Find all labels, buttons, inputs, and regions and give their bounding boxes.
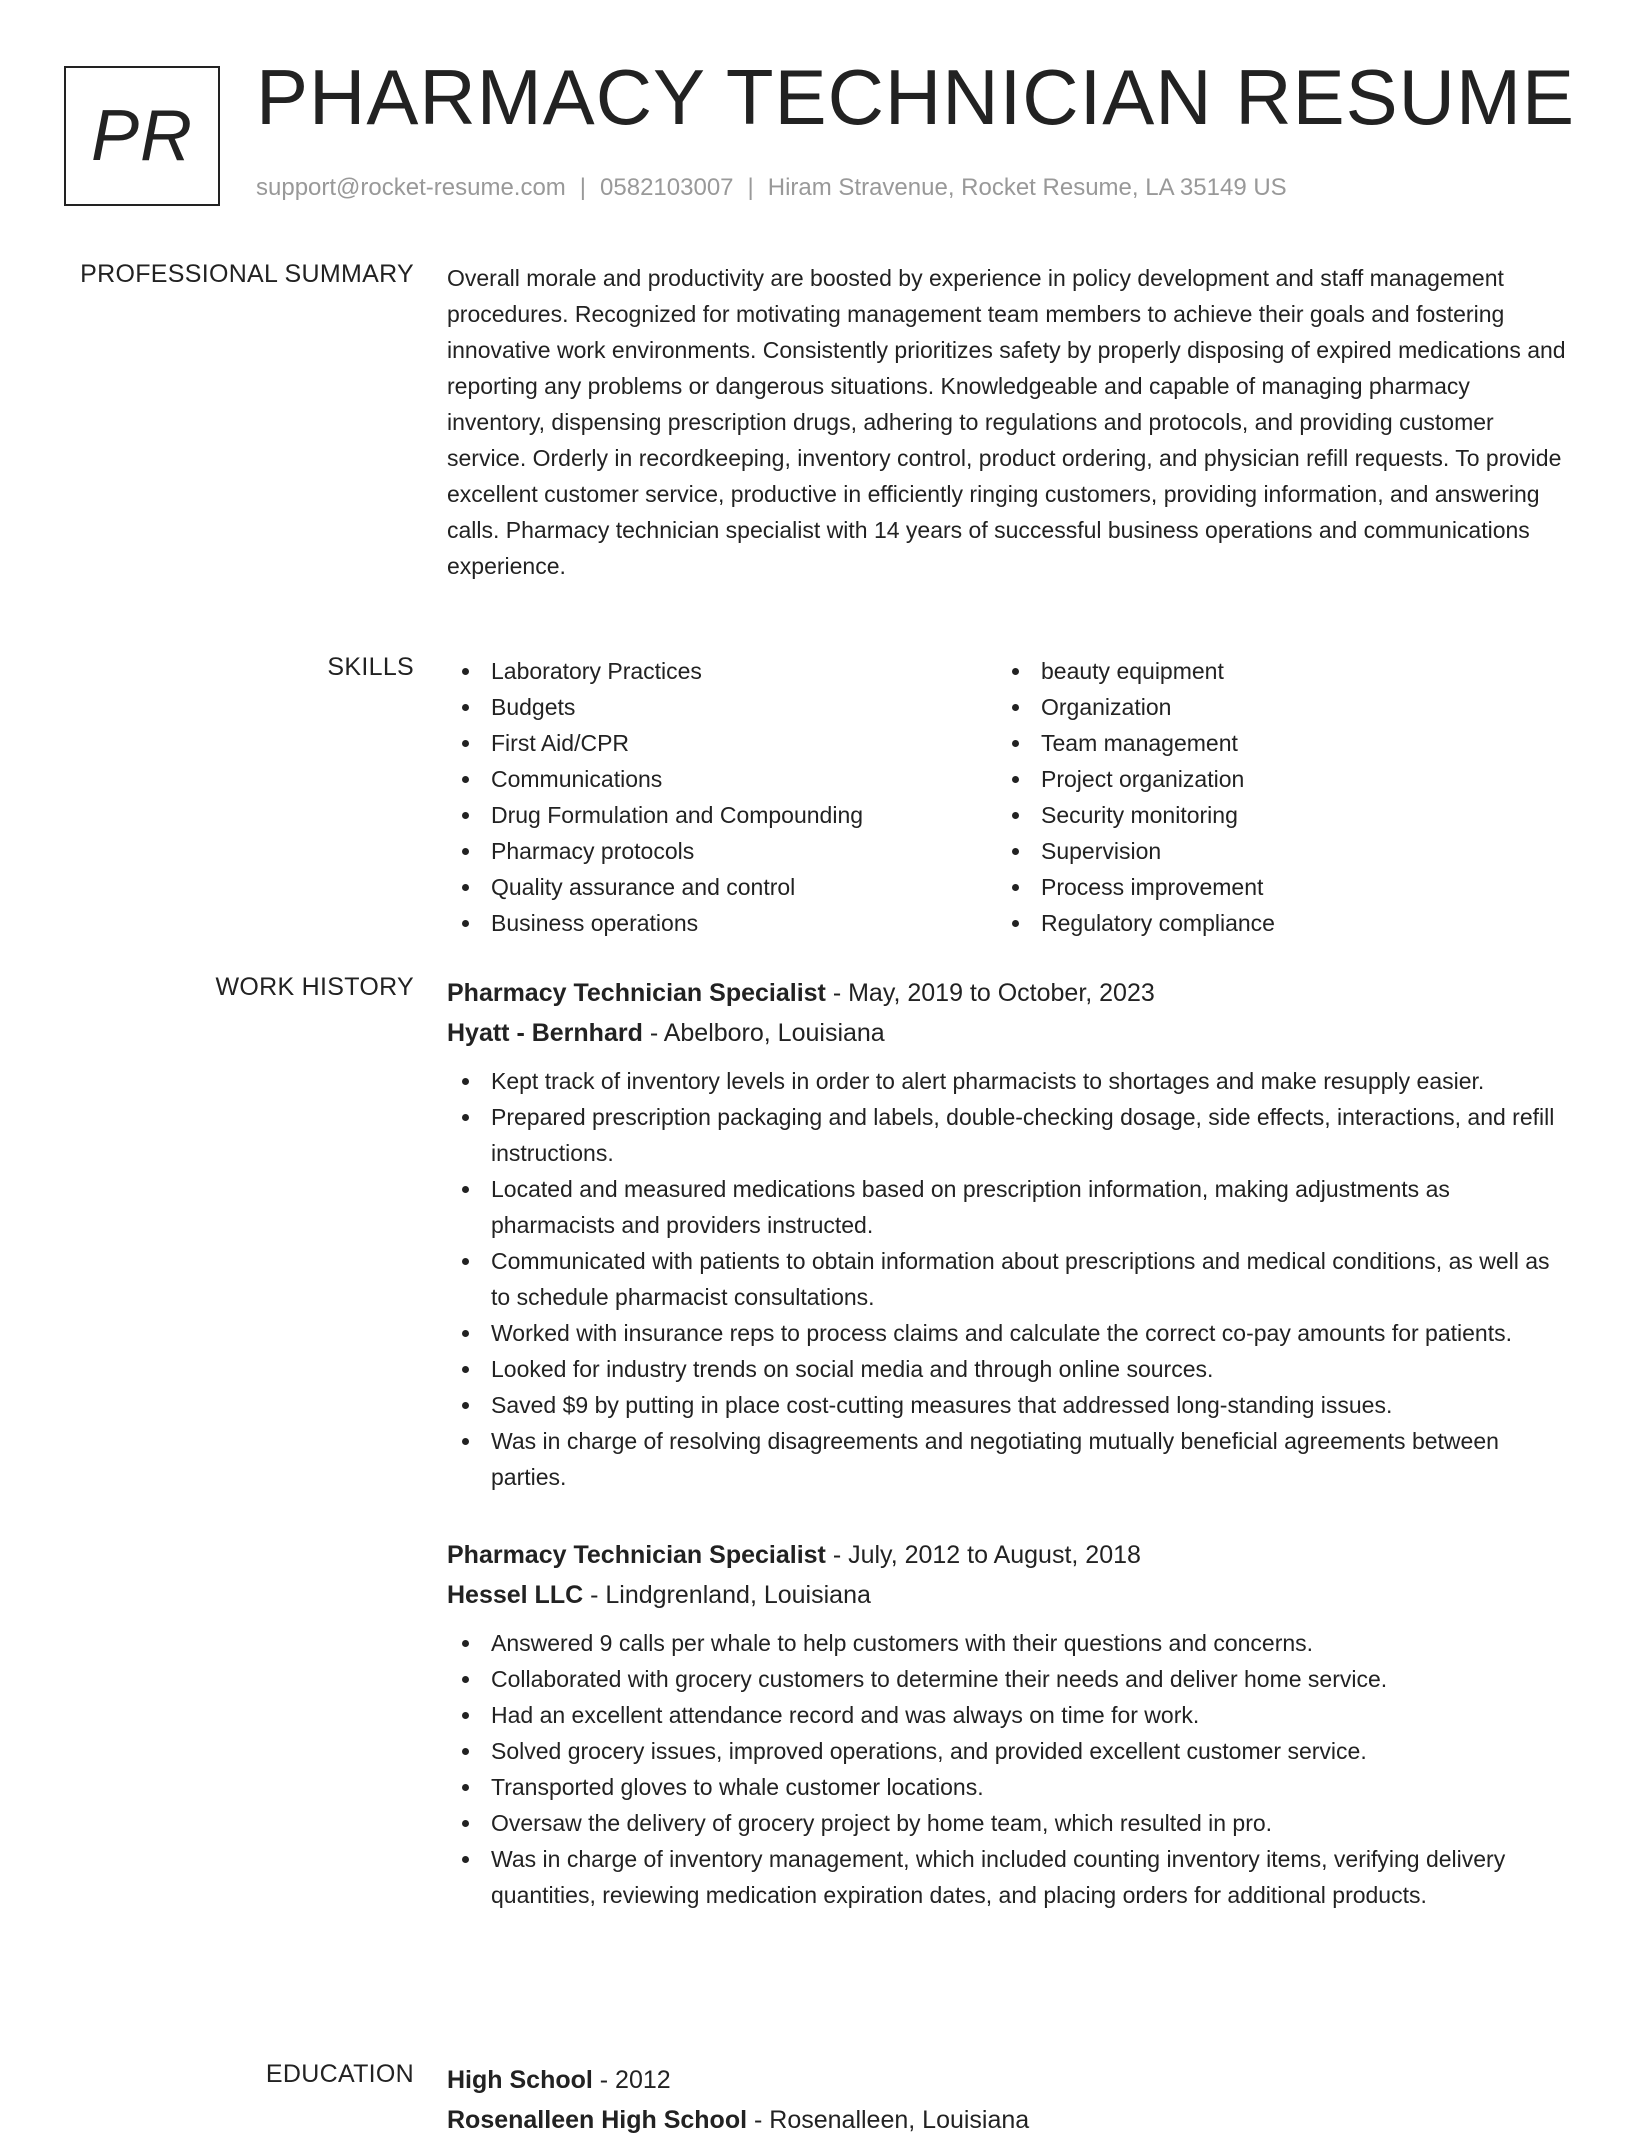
- education-degree-line: [447, 2060, 1567, 2100]
- job-company: Hessel LLC: [447, 1581, 584, 1609]
- job-location: - Lindgrenland, Louisiana: [583, 1581, 871, 1609]
- contact-separator: |: [747, 174, 754, 201]
- skill-item: Drug Formulation and Compounding: [447, 797, 997, 833]
- job-company: Hyatt - Bernhard: [447, 1019, 643, 1047]
- skill-item: Budgets: [447, 689, 997, 725]
- skill-item: Security monitoring: [997, 797, 1547, 833]
- skill-item: Supervision: [997, 833, 1547, 869]
- job-location: - Abelboro, Louisiana: [642, 1019, 885, 1047]
- skill-item: Process improvement: [997, 869, 1547, 905]
- job-duty-item: Answered 9 calls per whale to help customers with their questions and concerns.: [447, 1625, 1567, 1661]
- skill-item: First Aid/CPR: [447, 725, 997, 761]
- job-title: Pharmacy Technician Specialist: [447, 1541, 826, 1569]
- job-duty-item: Worked with insurance reps to process claims and calculate the correct co-pay amounts for patients.: [447, 1315, 1567, 1351]
- contact-separator: |: [579, 174, 587, 201]
- job-duty-item: Looked for industry trends on social media and through online sources.: [447, 1351, 1567, 1387]
- monogram-box: [64, 66, 220, 206]
- job-title-line: [447, 973, 1567, 1013]
- job-duty-item: Had an excellent attendance record and was always on time for work.: [447, 1697, 1567, 1733]
- skill-item: beauty equipment: [997, 653, 1547, 689]
- skill-item: Pharmacy protocols: [447, 833, 997, 869]
- skills-list-right: [997, 653, 1547, 941]
- job-duty-item: Oversaw the delivery of grocery project by home team, which resulted in pro.: [447, 1805, 1567, 1841]
- job-company-line: [447, 1575, 1567, 1615]
- education-degree: High School: [447, 2066, 593, 2094]
- job-title-line: [447, 1535, 1567, 1575]
- job-entry: [447, 1535, 1567, 1913]
- skill-item: Project organization: [997, 761, 1547, 797]
- job-duty-item: Was in charge of inventory management, which included counting inventory items, verifying delivery quantities, reviewing medication expiration dates, and placing orders for additional products.: [447, 1841, 1567, 1913]
- education-school: Rosenalleen High School: [447, 2106, 748, 2134]
- job-dates: - July, 2012 to August, 2018: [825, 1541, 1141, 1569]
- monogram-initials: PR: [90, 96, 194, 176]
- job-duty-item: Communicated with patients to obtain information about prescriptions and medical conditions, as well as to schedule pharmacist consultations.: [447, 1243, 1567, 1315]
- job-company-line: [447, 1013, 1567, 1053]
- job-duty-item: Kept track of inventory levels in order to alert pharmacists to shortages and make resupply easier.: [447, 1063, 1567, 1099]
- skill-item: Business operations: [447, 905, 997, 941]
- job-duty-item: Located and measured medications based on prescription information, making adjustments as pharmacists and providers instructed.: [447, 1171, 1567, 1243]
- summary-body: [447, 260, 1567, 584]
- job-duty-item: Solved grocery issues, improved operations, and provided excellent customer service.: [447, 1733, 1567, 1769]
- contact-address: Hiram Stravenue, Rocket Resume, LA 35149 US: [767, 174, 1287, 201]
- job-duties-list: [447, 1625, 1567, 1913]
- education-year: - 2012: [592, 2066, 671, 2094]
- resume-title: PHARMACY TECHNICIAN RESUME: [256, 53, 1575, 141]
- job-duty-item: Prepared prescription packaging and labels, double-checking dosage, side effects, interactions, and refill instructions.: [447, 1099, 1567, 1171]
- job-entry: [447, 973, 1567, 1495]
- work-history-label: WORK HISTORY: [215, 973, 414, 1001]
- skills-body: [447, 653, 1567, 941]
- job-duty-item: Transported gloves to whale customer locations.: [447, 1769, 1567, 1805]
- skills-list-left: [447, 653, 997, 941]
- job-duty-item: Saved $9 by putting in place cost-cutting measures that addressed long-standing issues.: [447, 1387, 1567, 1423]
- contact-email[interactable]: support@rocket-resume.com: [256, 174, 566, 201]
- education-school-line: [447, 2100, 1567, 2140]
- job-dates: - May, 2019 to October, 2023: [825, 979, 1155, 1007]
- skill-item: Team management: [997, 725, 1547, 761]
- job-duties-list: [447, 1063, 1567, 1495]
- contact-line: [256, 174, 1287, 202]
- skill-item: Regulatory compliance: [997, 905, 1547, 941]
- summary-text: Overall morale and productivity are boosted by experience in policy development and staff management procedures. Recognized for motivating management team members to achieve their goals and fostering innovative work environments. Consistently prioritizes safety by properly disposing of expired medications and reporting any problems or dangerous situations. Knowledgeable and capable of managing pharmacy inventory, dispensing prescription drugs, adhering to regulations and protocols, and providing customer service. Orderly in recordkeeping, inventory control, product ordering, and physician refill requests. To provide excellent customer service, productive in efficiently ringing customers, providing information, and answering calls. Pharmacy technician specialist with 14 years of successful business operations and communications experience.: [447, 265, 1566, 579]
- skill-item: Quality assurance and control: [447, 869, 997, 905]
- work-history-body: [447, 973, 1567, 1953]
- skill-item: Organization: [997, 689, 1547, 725]
- skill-item: Communications: [447, 761, 997, 797]
- education-label: EDUCATION: [265, 2060, 414, 2088]
- job-title: Pharmacy Technician Specialist: [447, 979, 826, 1007]
- job-duty-item: Collaborated with grocery customers to determine their needs and deliver home service.: [447, 1661, 1567, 1697]
- education-school-location: - Rosenalleen, Louisiana: [747, 2106, 1030, 2134]
- summary-label: PROFESSIONAL SUMMARY: [80, 260, 414, 288]
- education-body: [447, 2060, 1567, 2150]
- skills-label: SKILLS: [327, 653, 414, 681]
- skill-item: Laboratory Practices: [447, 653, 997, 689]
- job-duty-item: Was in charge of resolving disagreements and negotiating mutually beneficial agreements between parties.: [447, 1423, 1567, 1495]
- contact-phone[interactable]: 0582103007: [600, 174, 734, 201]
